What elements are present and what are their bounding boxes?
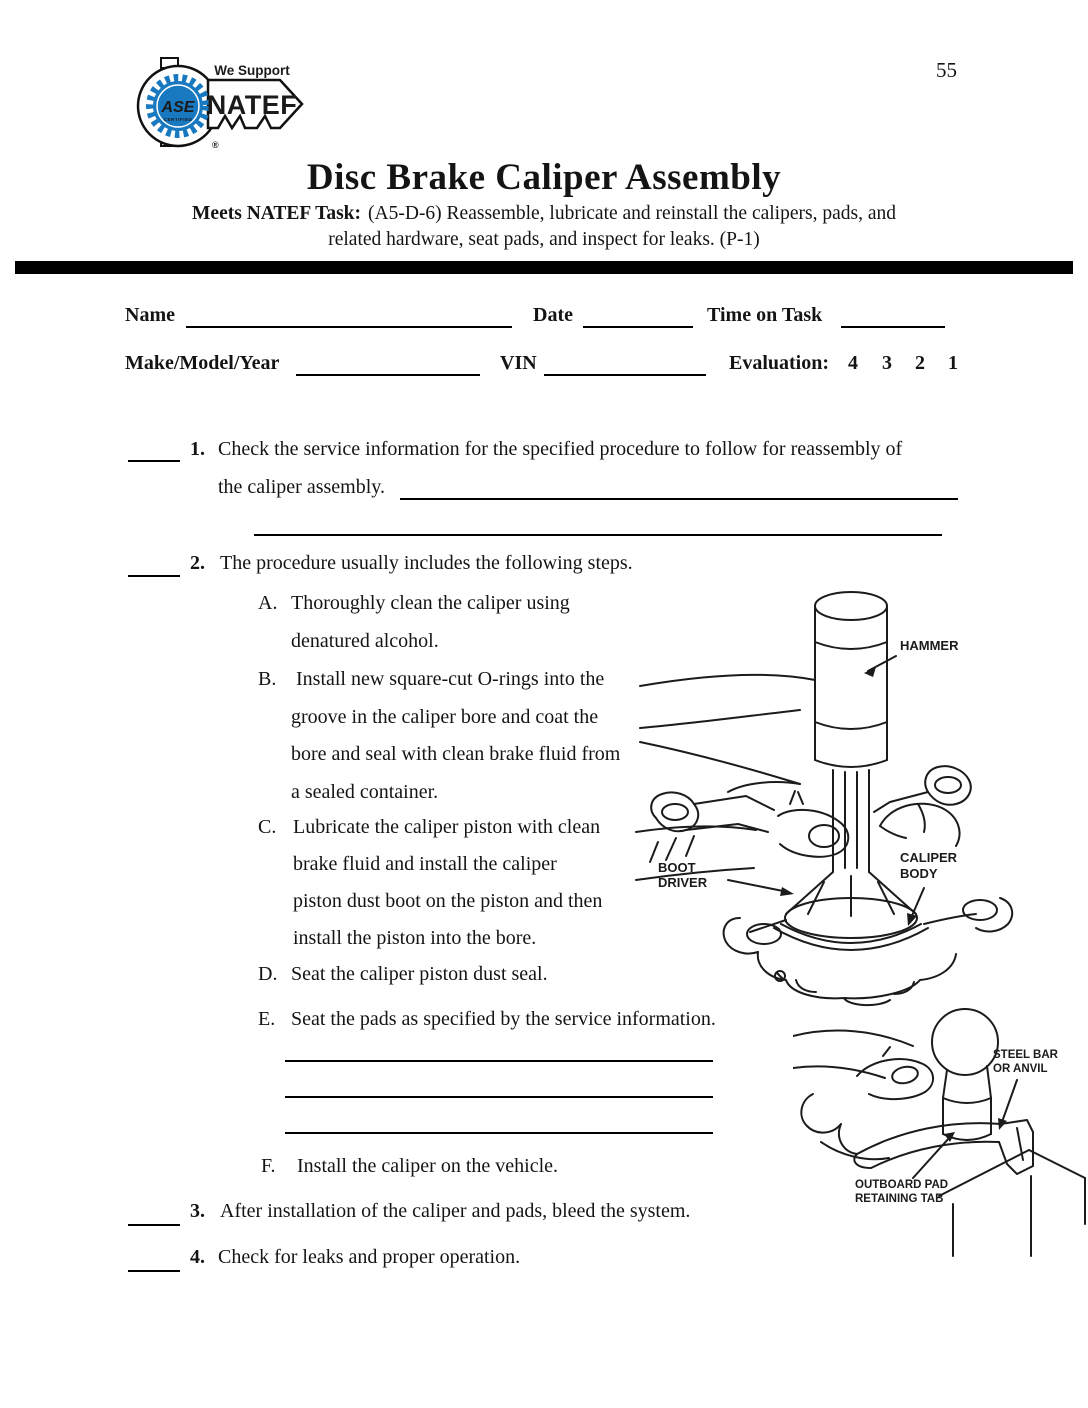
time-on-task-label: Time on Task xyxy=(707,304,823,326)
substep-e-answer-line-1 xyxy=(285,1040,713,1062)
step1-text-line2: the caliper assembly. xyxy=(218,476,385,498)
step1-text-line1: Check the service information for the specified procedure to follow for reassembly of xyxy=(218,438,903,460)
steel-bar-label-line2: OR ANVIL xyxy=(993,1063,1048,1075)
anvil-block-drawing xyxy=(939,1150,1085,1256)
step1-number: 1. xyxy=(190,438,205,460)
substep-d-text: Seat the caliper piston dust seal. xyxy=(291,963,548,985)
substep-f-text: Install the caliper on the vehicle. xyxy=(297,1155,559,1177)
substep-c-line4: install the piston into the bore. xyxy=(293,927,537,949)
hammer-drawing xyxy=(640,592,887,792)
ase-certified-text: CERTIFIED xyxy=(163,117,193,122)
substep-c-line1: Lubricate the caliper piston with clean xyxy=(293,816,601,838)
score-1: 1 xyxy=(948,352,958,374)
natef-text: NATEF xyxy=(206,90,298,120)
name-field-line xyxy=(186,306,512,328)
substep-c-line3: piston dust boot on the piston and then xyxy=(293,890,603,912)
boot-driver-arrowhead xyxy=(780,887,794,896)
step1-answer-line-2 xyxy=(254,514,942,536)
name-label: Name xyxy=(125,304,175,326)
substep-a-line1: Thoroughly clean the caliper using xyxy=(291,592,570,614)
retaining-tab-label-line2: RETAINING TAB xyxy=(855,1193,944,1205)
caliper-body-label-line1: CALIPER xyxy=(900,850,958,865)
hammer-arrowhead xyxy=(864,667,876,677)
caliper-body-drawing xyxy=(724,898,1012,1005)
substep-c-letter: C. xyxy=(258,816,277,838)
ball-peen-hammer-drawing xyxy=(932,1009,998,1140)
substep-b-line1: Install new square-cut O-rings into the xyxy=(296,668,605,690)
step3-check-line xyxy=(128,1204,180,1226)
caliper-body-leader-line xyxy=(911,888,924,918)
step4-number: 4. xyxy=(190,1246,205,1268)
natef-ase-logo xyxy=(128,52,314,152)
boot-driver-label-line2: DRIVER xyxy=(658,875,708,890)
score-3: 3 xyxy=(882,352,892,374)
substep-b-line4: a sealed container. xyxy=(291,781,439,803)
step1-answer-line-1 xyxy=(400,478,958,500)
boot-driver-leader-line xyxy=(728,880,788,892)
substep-e-text: Seat the pads as specified by the service information. xyxy=(291,1008,716,1030)
hammer-label: HAMMER xyxy=(900,638,959,653)
time-field-line xyxy=(841,306,945,328)
hand-holding-pad-drawing xyxy=(793,1031,933,1160)
substep-f-letter: F. xyxy=(261,1155,276,1177)
task-text-1: (A5-D-6) Reassemble, lubricate and reinstall the calipers, pads, and xyxy=(368,203,896,224)
score-2: 2 xyxy=(915,352,925,374)
make-model-year-label: Make/Model/Year xyxy=(125,352,280,374)
step3-number: 3. xyxy=(190,1200,205,1222)
caliper-bracket-drawing xyxy=(651,766,971,832)
step4-text: Check for leaks and proper operation. xyxy=(218,1246,521,1268)
hammer-leader-line xyxy=(868,656,896,671)
make-field-line xyxy=(296,354,480,376)
substep-b-letter: B. xyxy=(258,668,277,690)
boot-driver-label-line1: BOOT xyxy=(658,860,696,875)
substep-c-line2: brake fluid and install the caliper xyxy=(293,853,557,875)
substep-a-line2: denatured alcohol. xyxy=(291,630,439,652)
substep-b-line2: groove in the caliper bore and coat the xyxy=(291,706,599,728)
step2-number: 2. xyxy=(190,552,205,574)
divider-bar xyxy=(15,261,1073,274)
caliper-body-label-line2: BODY xyxy=(900,866,938,881)
score-4: 4 xyxy=(848,352,858,374)
step4-check-line xyxy=(128,1250,180,1272)
ase-logo-text: ASE xyxy=(161,99,195,116)
step1-check-line xyxy=(128,440,180,462)
we-support-text: We Support xyxy=(214,63,290,78)
date-label: Date xyxy=(533,304,573,326)
date-field-line xyxy=(583,306,693,328)
registered-mark: ® xyxy=(212,140,219,150)
substep-e-answer-line-2 xyxy=(285,1076,713,1098)
evaluation-label: Evaluation: xyxy=(729,352,830,374)
substep-b-line3: bore and seal with clean brake fluid from xyxy=(291,743,621,765)
steel-bar-leader-line xyxy=(1002,1080,1017,1122)
retaining-tab-label-line1: OUTBOARD PAD xyxy=(855,1179,949,1191)
pad-seating-illustration xyxy=(793,1002,1087,1258)
substep-e-letter: E. xyxy=(258,1008,276,1030)
task-line-2: related hardware, seat pads, and inspect for leaks. (P-1) xyxy=(328,229,760,250)
step2-check-line xyxy=(128,555,180,577)
boot-driver-illustration xyxy=(628,580,1028,1010)
step2-text: The procedure usually includes the following steps. xyxy=(220,552,633,574)
task-label: Meets NATEF Task: xyxy=(192,203,362,224)
page-number: 55 xyxy=(936,58,957,82)
page-title: Disc Brake Caliper Assembly xyxy=(306,157,782,198)
substep-a-letter: A. xyxy=(258,592,278,614)
steel-bar-label-line1: STEEL BAR xyxy=(993,1049,1058,1061)
substep-e-answer-line-3 xyxy=(285,1112,713,1134)
task-line-1 xyxy=(0,203,1088,225)
retaining-tab-leader-line xyxy=(913,1137,950,1178)
vin-label: VIN xyxy=(500,352,537,374)
boot-driver-cone-drawing xyxy=(774,872,928,950)
substep-d-letter: D. xyxy=(258,963,278,985)
vin-field-line xyxy=(544,354,706,376)
step3-text: After installation of the caliper and pads, bleed the system. xyxy=(220,1200,691,1222)
